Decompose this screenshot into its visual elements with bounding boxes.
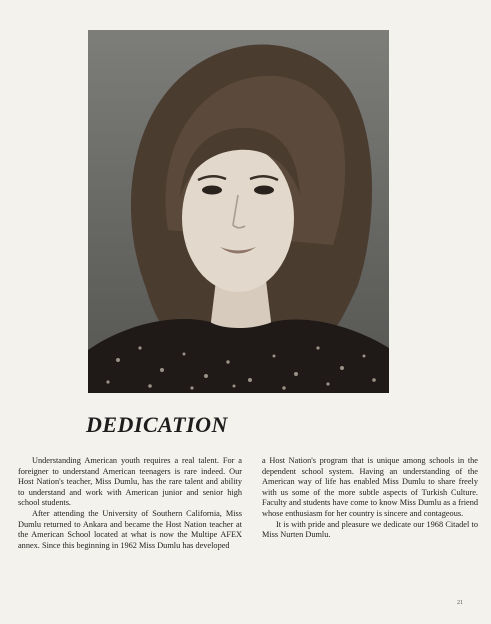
paragraph: Understanding American youth requires a real talent. For a foreigner to understand American teenagers is rare indeed. Our Host Nation's teacher, Miss Dumlu, has the rare talent and ability to understand and work with American junior and senior high school students. xyxy=(18,456,242,508)
page-number: 21 xyxy=(457,600,463,606)
paragraph: After attending the University of Southern California, Miss Dumlu returned to Ankara and became the Host Nation teacher at the American School located at what is now the Multipe AFEX annex. Since this beginning in 1962 Miss Dumlu has developed xyxy=(18,508,242,550)
portrait-illustration xyxy=(88,30,389,393)
portrait-photo xyxy=(88,30,389,393)
text-column-right xyxy=(262,456,478,541)
paragraph: It is with pride and pleasure we dedicate our 1968 Citadel to Miss Nurten Dumlu. xyxy=(262,519,478,540)
dedication-heading: DEDICATION xyxy=(86,412,228,437)
text-column-left xyxy=(18,456,242,551)
paragraph: a Host Nation's program that is unique among schools in the dependent school system. Having an understanding of the American way of life has enabled Miss Dumlu to share freely with us some of the more subtle aspects of Turkish Culture. Faculty and students have come to know Miss Dumlu as a friend whose enthusiasm for her country is sincere and contageous. xyxy=(262,456,478,518)
